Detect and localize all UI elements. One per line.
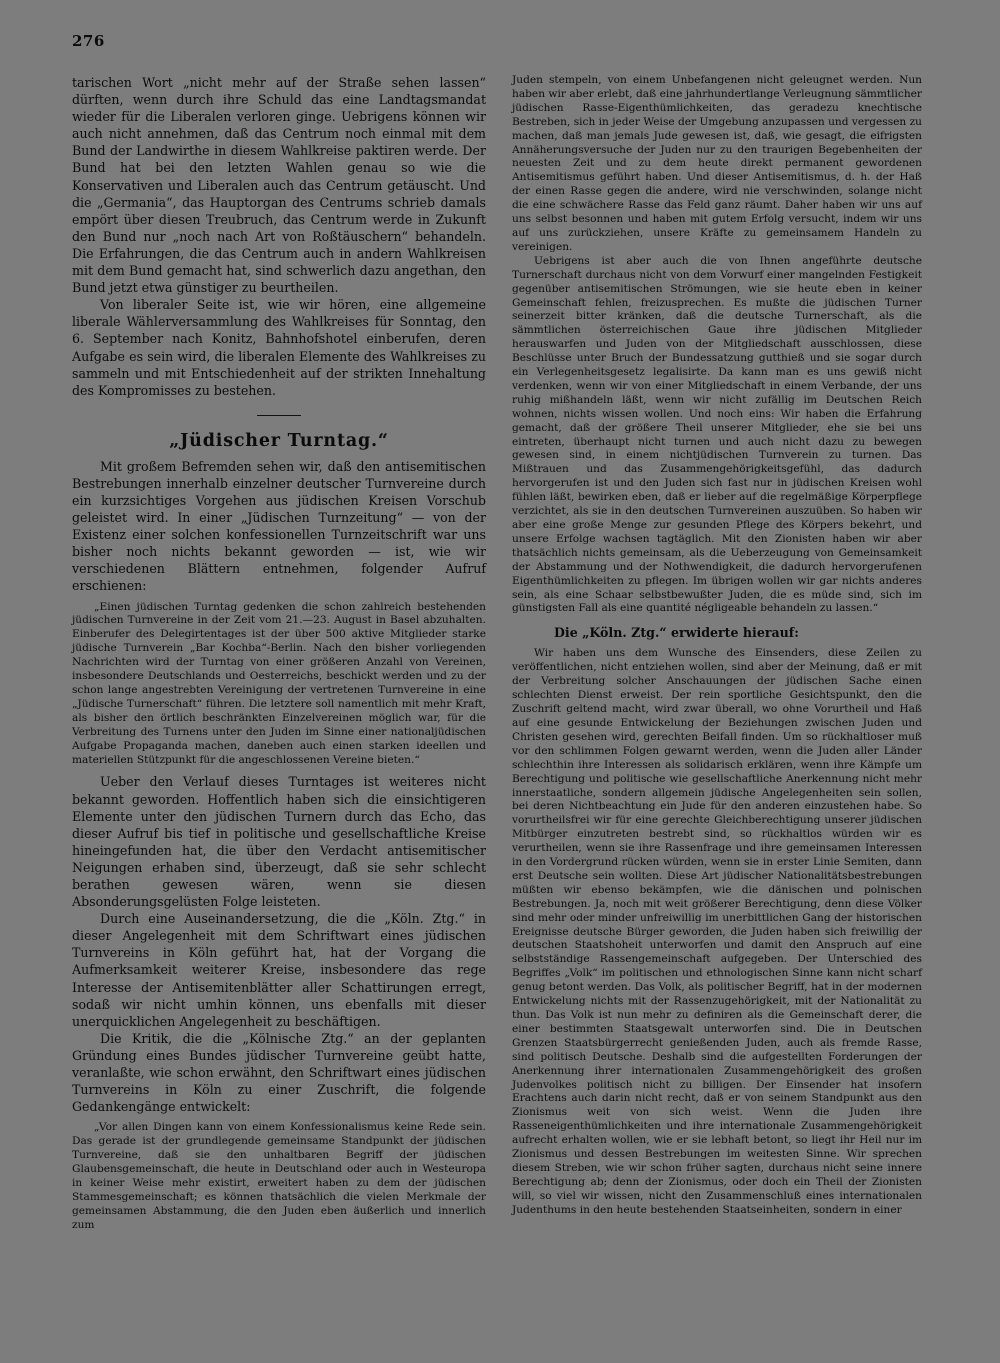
quoted-letter-continued: Juden stempeln, von einem Unbefangenen nicht geleugnet werden. Nun haben wir aber erlebt, daß eine jahrhundertlange Verleugnung sämmtlicher jüdischen Rasse-Eigenthümlichkeiten, das geradezu knechtische Bestreben, sich in jeder Weise der Umgebung anzupassen und vergessen zu machen, daß man jemals Jude gewesen ist, daß, wie gesagt, die eifrigsten Annäherungsversuche der Juden nur zu den traurigen Begebenheiten der neuesten Zeit und zu dem heute direkt permanent gewordenen Antisemitismus geführt haben. Und dieser Antisemitismus, d. h. der Haß der einen Rasse gegen die andere, wird nie verschwinden, solange nicht die eine schwächere Rasse das Feld ganz räumt. Daher haben wir uns auf uns selbst besonnen und haben mit gutem Erfolg versucht, indem wir uns auf uns zurückziehen, unsere Kräfte zu gemeinsamem Handeln zu vereinigen. <box>512 74 922 253</box>
paragraph: Durch eine Auseinandersetzung, die die „Köln. Ztg.“ in dieser Angelegenheit mit dem Schriftwart eines jüdischen Turnvereins in Köln geführt hat, hat der Vorgang die Aufmerksamkeit weiterer Kreise, insbesondere das rege Interesse der Antisemitenblätter aller Schattirungen erregt, sodaß wir nicht umhin können, uns ebenfalls mit dieser unerquicklichen Angelegenheit zu beschäftigen. <box>72 911 486 1029</box>
quoted-letter: „Vor allen Dingen kann von einem Konfessionalismus keine Rede sein. Das gerade ist der grundlegende gemeinsame Standpunkt der jüdischen Turnvereine, daß sie den unhaltbaren Begriff der jüdischen Glaubensgemeinschaft, die heute in Deutschland oder auch in Westeuropa in keiner Weise mehr existirt, erweitert haben zu dem der jüdischen Stammesgemeinschaft; es können thatsächlich die vielen Merkmale der gemeinsamen Abstammung, die den Juden eben äußerlich und innerlich zum <box>72 1121 486 1231</box>
page-number: 276 <box>72 32 105 50</box>
paragraph: Die Kritik, die die „Kölnische Ztg.“ an der geplanten Gründung eines Bundes jüdischer Turnvereine geübt hatte, veranlaßte, wie schon erwähnt, den Schriftwart eines jüdischen Turnvereins in Köln zu einer Zuschrift, die folgende Gedankengänge entwickelt: <box>72 1030 486 1115</box>
left-column <box>72 74 486 1233</box>
right-column <box>512 74 922 1218</box>
quoted-letter-paragraph: Uebrigens ist aber auch die von Ihnen angeführte deutsche Turnerschaft durchaus nicht von dem Vorwurf einer mangelnden Festigkeit gegenüber antisemitischen Strömungen, wie sie heute eben in keiner Gemeinschaft fehlen, freizusprechen. Es mußte die jüdischen Turner seinerzeit bitter kränken, daß die deutsche Turnerschaft, als die sämmtlichen österreichischen Gaue ihre jüdischen Mitglieder herauswarfen und Juden von der Mitgliedschaft ausschlossen, diese Beschlüsse unter Bruch der Bundessatzung gutthieß und sie sogar durch ein Verlegenheitsgesetz legalisirte. Da kann man es uns gewiß nicht verdenken, wenn wir von einer Mitgliedschaft in einem Verbande, der uns ruhig mißhandeln läßt, wenn wir nicht zufällig im Deutschen Reich wohnen, nichts wissen wollen. Und noch eins: Wir haben die Erfahrung gemacht, daß der größere Theil unserer Mitglieder, ehe sie bei uns eintreten, überhaupt nicht turnen und auch nicht dazu zu bewegen gewesen sind, in einem nichtjüdischen Turnverein zu turnen. Das Mißtrauen und das Zusammengehörigkeitsgefühl, das dadurch hervorgerufen ist und den Juden sich fast nur in jüdischen Kreisen wohl fühlen läßt, bewirken eben, daß er lieber auf die regelmäßige Körperpflege verzichtet, als sie in den deutschen Turnvereinen auszuüben. So haben wir aber eine große Menge zur gesunden Pflege des Körpers bekehrt, und unsere Erfolge wachsen tagtäglich. Mit den Zionisten haben wir aber thatsächlich nichts gemeinsam, als die Ueberzeugung von Gemeinsamkeit der Abstammung und der Nothwendigkeit, die dadurch hervorgerufenen Eigenthümlichkeiten zu pflegen. Im übrigen wollen wir gar nichts anderes sein, als eine Schaar selbstbewußter Juden, die es müde sind, sich im günstigsten Fall als eine quantité négligeable behandeln zu lassen.“ <box>512 254 922 615</box>
article-heading: „Jüdischer Turntag.“ <box>169 430 389 451</box>
quoted-appeal: „Einen jüdischen Turntag gedenken die schon zahlreich bestehenden jüdischen Turnvereine in der Zeit vom 21.—23. August in Basel abzuhalten. Einberufer des Delegirtentages ist der über 500 aktive Mitglieder starke jüdische Turnverein „Bar Kochba“-Berlin. Nach den bisher vorliegenden Nachrichten wird der Turntag von einer größeren Anzahl von Vereinen, insbesondere Deutschlands und Oesterreichs, beschickt werden und zu der schon lange angestrebten Vereinigung der vertretenen Turnvereine in eine „Jüdische Turnerschaft“ führen. Die letztere soll namentlich mit mehr Kraft, als bisher den örtlich beschränkten Einzelvereinen möglich war, für die Verbreitung des Turnens unter den Juden im Sinne einer nationaljüdischen Aufgabe Propaganda machen, daneben auch einen starken ideellen und materiellen Stützpunkt für die angeschlossenen Vereine bieten.“ <box>72 600 486 766</box>
paragraph: Von liberaler Seite ist, wie wir hören, eine allgemeine liberale Wählerversammlung des Wahlkreises für Sonntag, den 6. September nach Konitz, Bahnhofshotel einberufen, deren Aufgabe es sein wird, die liberalen Elemente des Wahlkreises zu sammeln und mit Entschiedenheit auf der strikten Innehaltung des Kompromisses zu bestehen. <box>72 297 486 398</box>
reply-subheading: Die „Köln. Ztg.“ erwiderte hierauf: <box>554 625 799 641</box>
paragraph: Ueber den Verlauf dieses Turntages ist weiteres nicht bekannt geworden. Hoffentlich haben sich die einsichtigeren Elemente unter den jüdischen Turnern durch das Echo, das dieser Aufruf bis tief in politische und gesellschaftliche Kreise hineingefunden hat, die über den Verdacht antisemitischer Neigungen erhaben sind, überzeugt, daß sie sehr schlecht berathen gewesen wären, wenn sie diesen Absonderungsgelüsten Folge leisteten. <box>72 774 486 910</box>
paragraph: tarischen Wort „nicht mehr auf der Straße sehen lassen“ dürften, wenn durch ihre Schuld das eine Landtagsmandat wieder für die Liberalen verloren ginge. Uebrigens können wir auch nicht annehmen, daß das Centrum noch einmal mit dem Bund der Landwirthe in diesem Wahlkreise paktiren werde. Der Bund hat bei den letzten Wahlen genau so wie die Konservativen und Liberalen auch das Centrum getäuscht. Und die „Germania“, das Hauptorgan des Centrums schrieb damals empört über diesen Treubruch, das Centrum werde in Zukunft den Bund nur „noch nach Art von Roßtäuschern“ behandeln. Die Erfahrungen, die das Centrum auch in andern Wahlkreisen mit dem Bund gemacht hat, sind schwerlich dazu angethan, den Bund jetzt etwa günstiger zu beurtheilen. <box>72 75 486 296</box>
reply-text: Wir haben uns dem Wunsche des Einsenders, diese Zeilen zu veröffentlichen, nicht entziehen wollen, sind aber der Meinung, daß er mit der Verbreitung solcher Anschauungen der jüdischen Sache einen schlechten Dienst erweist. Der rein sportliche Gesichtspunkt, den die Zuschrift geltend macht, wird zwar überall, wo ohne Vorurtheil und Haß auf eine gesunde Entwickelung der Beziehungen zwischen Juden und Christen gesehen wird, gerechten Beifall finden. Um so rückhaltloser muß vor den schlimmen Folgen gewarnt werden, wenn die Juden aller Länder schlechthin ihre Interessen als solidarisch erklären, wenn ihre Kämpfe um Berechtigung und politische wie gesellschaftliche Anerkennung nicht mehr innerstaatliche, sondern allgemein jüdische Angelegenheiten sein sollen, bei deren Nichtbeachtung ein Jude für den anderen einzustehen habe. So vorurtheilsfrei wir für eine gerechte Gleichberechtigung unserer jüdischen Mitbürger einzutreten bestrebt sind, so rückhaltlos würden wir es verurtheilen, wenn sie ihre Rassenfrage und ihre gemeinsamen Interessen in den Vordergrund rücken würden, wenn sie in erster Linie Semiten, dann erst Deutsche sein wollten. Diese Art jüdischer Nationalitätsbestrebungen müßten wir ebenso bekämpfen, wie die dänischen und polnischen Bestrebungen. Ja, noch mit weit größerer Berechtigung, denn diese Völker sind mehr oder minder unfreiwillig im unerbittlichen Gang der historischen Ereignisse deutsche Bürger geworden, die Juden haben sich freiwillig der deutschen Staatshoheit unterworfen und damit den Anspruch auf eine selbstständige Rassengemeinschaft aufgegeben. Der Unterschied des Begriffes „Volk“ im politischen und ethnologischen Sinne kann nicht scharf genug betont werden. Das Volk, als politischer Begriff, hat in der modernen Entwickelung nichts mit der Rassenzugehörigkeit, mit der Nationalität zu thun. Das Volk ist nun mehr zu definiren als die Gemeinschaft derer, die einer bestimmten Staatsgewalt unterworfen sind. Die in Deutschen Grenzen Staatsbürgerrecht genießenden Juden, auch als fremde Rasse, sind politisch Deutsche. Deshalb sind die aufgestellten Forderungen der Anerkennung ihrer internationalen Zusammengehörigkeit des großen Judenvolkes politisch nicht zu billigen. Der Einsender hat insofern Erachtens auch darin nicht recht, daß er von seinem Standpunkt aus den Zionismus weit von sich weist. Wenn die Juden ihre Rasseneigenthümlichkeiten und ihre internationale Zusammengehörigkeit aufrecht erhalten wollen, wie er sie lebhaft betont, so liegt ihr Heil nur im Zionismus und dessen Bestrebungen im weitesten Sinne. Wir sprechen diesem Streben, wie wir schon früher sagten, durchaus nicht seine innere Berechtigung ab; denn der Zionismus, oder doch ein Theil der Zionisten will, so viel wir wissen, nicht den Zusammenschluß eines internationalen Judenthums in den heute bestehenden Staatseinheiten, sondern in einer <box>512 647 922 1216</box>
section-divider <box>257 415 301 416</box>
paragraph: Mit großem Befremden sehen wir, daß den antisemitischen Bestrebungen innerhalb einzelner deutscher Turnvereine durch ein kurzsichtiges Vorgehen aus jüdischen Kreisen Vorschub geleistet wird. In einer „Jüdischen Turnzeitung“ — von der Existenz einer solchen konfessionellen Turnzeitschrift war uns bisher noch nichts bekannt geworden — ist, wie wir verschiedenen Blättern entnehmen, folgender Aufruf erschienen: <box>72 458 486 594</box>
